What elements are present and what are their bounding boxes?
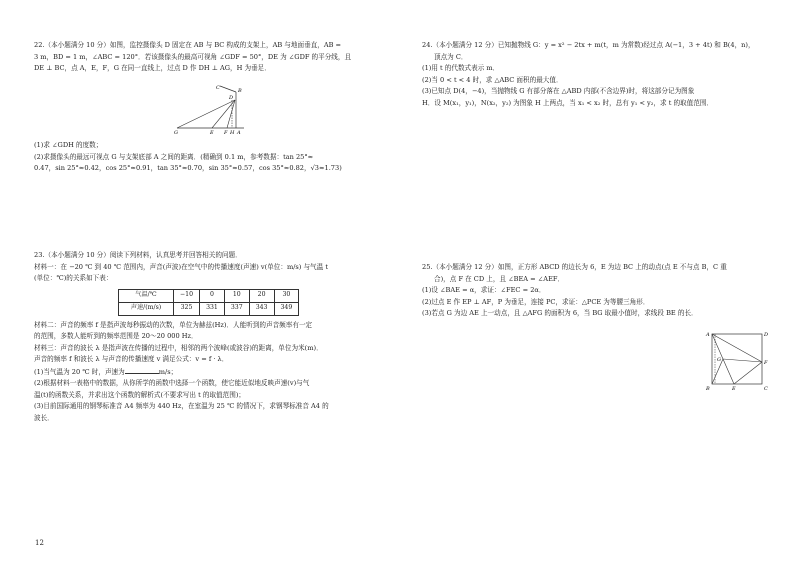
table-cell: 325	[174, 302, 200, 315]
problem-23-line-3: (单位：℃)的关系如下表：	[34, 274, 113, 283]
camera-bracket-diagram	[172, 82, 252, 134]
problem-23-material-3a: 材料三：声音的波长 λ 是指声波在传播的过程中，相邻的两个波峰(或波谷)的距离，单位为米(m)．	[34, 343, 323, 352]
problem-22-question-2: (2)求摄像头的最远可视点 G 与支架底部 A 之间的距离．(精确到 0.1 m，参考数据：tan 25°≈	[34, 152, 314, 161]
problem-25-line-4: (2)过点 E 作 EP ⊥ AF，P 为垂足，连接 PC，求证：△PCE 为等腰三角形．	[422, 297, 650, 306]
figure-label-d: D	[764, 332, 769, 338]
figure-label-b: B	[706, 386, 710, 392]
figure-label-a: A	[706, 332, 710, 338]
problem-22-question-3: 0.47，sin 25°≈0.42，cos 25°≈0.91，tan 35°≈0.70，sin 35°≈0.57，cos 35°≈0.82，√3≈1.73)	[34, 164, 342, 173]
problem-23-material-3b: 声音的频率 f 和波长 λ 与声音的传播速度 v 满足公式：v = f · λ．	[34, 355, 229, 364]
answer-blank	[125, 366, 159, 374]
figure-label-f: F	[224, 130, 228, 134]
problem-23-line-1: 23.（本小题满分 10 分）阅读下列材料，认真思考并回答相关的问题．	[34, 251, 242, 259]
figure-label-g: G	[174, 130, 178, 134]
problem-23-material-2b: 的范围，多数人能听到的频率范围是 20～20 000 Hz．	[34, 332, 198, 341]
problem-22-questions	[34, 140, 394, 175]
problem-23-question-3a: (3)目前国际通用的钢琴标准音 A4 频率为 440 Hz，在室温为 25 ℃ 的情况下，求钢琴标准音 A4 的	[34, 402, 329, 411]
problem-23-line-2: 材料一：在 −20 ℃ 到 40 ℃ 范围内，声音(声波)在空气中的传播速度(声速) v(单位：m/s) 与气温 t	[34, 262, 328, 271]
question-1-prefix: (1)当气温为 20 ℃ 时，声速为	[34, 367, 125, 376]
figure-label-e: E	[732, 386, 736, 392]
figure-label-d: D	[229, 95, 234, 101]
problem-25-line-2: 合)，点 F 在 CD 上，且 ∠BEA = ∠AEF．	[434, 274, 565, 283]
problem-25-figure	[704, 328, 770, 397]
problem-22-figure	[172, 82, 252, 139]
problem-24-line-4: (2)当 0 < t < 4 时，求 △ABC 面积的最大值．	[422, 75, 563, 84]
figure-label-f: F	[764, 360, 768, 366]
problem-23-question-3b: 波长．	[34, 413, 54, 422]
square-abcd-diagram	[704, 328, 770, 392]
problem-22-line-3: DE ⊥ BC，点 A，E，F，G 在同一直线上，过点 D 作 DH ⊥ AG，H 为垂足．	[34, 64, 271, 73]
table-cell: 337	[224, 302, 249, 315]
problem-22-question-1: (1)求 ∠GDH 的度数；	[34, 141, 103, 149]
table-cell: 343	[249, 302, 274, 315]
table-cell: −10	[174, 289, 200, 302]
problem-24-line-1: 24.（本小题满分 12 分）已知抛物线 G：y = x² − 2tx + m(t，m 为常数)经过点 A(−1，3 + 4t) 和 B(4，n)，	[422, 41, 755, 49]
table-cell: 10	[224, 289, 249, 302]
figure-label-b: B	[238, 88, 242, 94]
problem-25-line-1: 25.（本小题满分 12 分）如图，正方形 ABCD 的边长为 6，E 为边 BC 上的动点(点 E 不与点 B，C 重	[422, 263, 727, 271]
sound-speed-table	[118, 289, 299, 316]
problem-25	[422, 262, 782, 320]
table-row	[119, 302, 299, 315]
table-cell: 20	[249, 289, 274, 302]
figure-label-a: A	[237, 130, 241, 134]
table-cell: 0	[200, 289, 225, 302]
figure-label-h: H	[230, 130, 235, 134]
page-number: 12	[35, 539, 44, 547]
figure-label-e: E	[210, 130, 214, 134]
problem-25-line-5: (3)若点 G 为边 AE 上一动点，且 △AFG 的面积为 6，当 BG 取最小值时，求线段 BE 的长．	[422, 309, 698, 318]
figure-label-c: C	[764, 386, 768, 392]
question-1-suffix: m/s；	[158, 367, 178, 376]
problem-24-line-2: 顶点为 C．	[434, 52, 468, 61]
problem-23	[34, 250, 394, 424]
figure-label-c: C	[216, 85, 220, 91]
problem-22	[34, 40, 394, 75]
problem-23-question-2a: (2)根据材料一表格中的数据，从你所学的函数中选择一个函数，使它能近似地反映声速(v)与气	[34, 379, 310, 388]
problem-23-question-1	[34, 366, 394, 379]
problem-24-line-5: (3)已知点 D(4，−4)，当抛物线 G 有部分落在 △ABD 内部(不含边界)时，将这部分记为图象	[422, 87, 695, 96]
table-cell: 30	[274, 289, 299, 302]
problem-23-question-2b: 温(t)的函数关系，并求出这个函数的解析式(不要求写出 t 的取值范围)；	[34, 390, 245, 399]
problem-23-material-2a: 材料二：声音的频率 f 是指声波每秒振动的次数，单位为赫兹(Hz)．人能听到的声音频率有一定	[34, 320, 313, 329]
table-cell: 331	[200, 302, 225, 315]
problem-22-line-1: 22.（本小题满分 10 分）如图，监控摄像头 D 固定在 AB 与 BC 构成的支架上，AB 与地面垂直，AB =	[34, 41, 342, 49]
problem-24	[422, 40, 782, 109]
problem-25-line-3: (1)设 ∠BAE = α，求证：∠FEC = 2α．	[422, 286, 546, 295]
problem-22-line-2: 3 m，BD = 1 m，∠ABC = 120°．若该摄像头的最高可视角 ∠GDF = 50°，DE 为 ∠GDF 的平分线，且	[34, 52, 352, 61]
table-row	[119, 289, 299, 302]
table-cell: 349	[274, 302, 299, 315]
problem-24-line-3: (1)用 t 的代数式表示 m．	[422, 64, 500, 73]
figure-label-g: G	[717, 357, 721, 363]
table-header-speed: 声速/(m/s)	[119, 302, 174, 315]
problem-24-line-6: H．设 M(x₁，y₁)，N(x₂，y₂) 为图象 H 上两点，当 x₁ < x₂ 时，总有 y₁ < y₂，求 t 的取值范围．	[422, 98, 714, 107]
table-header-temperature: 气温/℃	[119, 289, 174, 302]
